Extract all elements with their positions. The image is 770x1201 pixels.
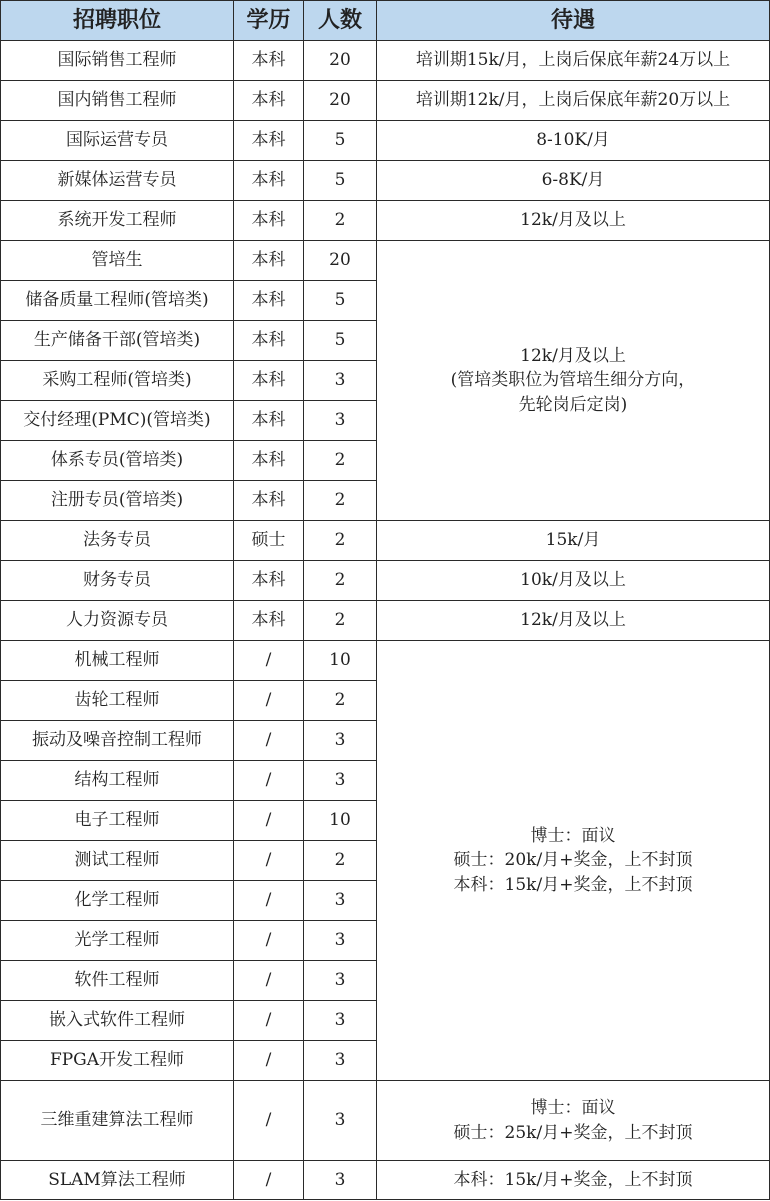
count-cell: 5: [304, 321, 377, 361]
count-cell: 20: [304, 241, 377, 281]
header-position: 招聘职位: [1, 1, 234, 41]
degree-cell: 本科: [234, 601, 304, 641]
header-row: [1, 1, 770, 41]
count-cell: 3: [304, 961, 377, 1001]
degree-cell: /: [234, 841, 304, 881]
position-cell: 国内销售工程师: [1, 81, 234, 121]
count-cell: 5: [304, 161, 377, 201]
count-cell: 3: [304, 361, 377, 401]
position-cell: 齿轮工程师: [1, 681, 234, 721]
degree-cell: /: [234, 681, 304, 721]
count-cell: 20: [304, 41, 377, 81]
count-cell: 3: [304, 921, 377, 961]
position-cell: 三维重建算法工程师: [1, 1081, 234, 1161]
degree-cell: 本科: [234, 41, 304, 81]
degree-cell: /: [234, 1081, 304, 1161]
position-cell: 光学工程师: [1, 921, 234, 961]
position-cell: 测试工程师: [1, 841, 234, 881]
pay-cell: 10k/月及以上: [377, 561, 770, 601]
count-cell: 3: [304, 721, 377, 761]
pay-cell: 6-8K/月: [377, 161, 770, 201]
count-cell: 5: [304, 281, 377, 321]
degree-cell: /: [234, 921, 304, 961]
position-cell: 结构工程师: [1, 761, 234, 801]
pay-cell: 培训期15k/月，上岗后保底年薪24万以上: [377, 41, 770, 81]
position-cell: 化学工程师: [1, 881, 234, 921]
table-row: [1, 161, 770, 201]
table-row: [1, 1081, 770, 1161]
degree-cell: /: [234, 801, 304, 841]
position-cell: 法务专员: [1, 521, 234, 561]
degree-cell: 硕士: [234, 521, 304, 561]
degree-cell: /: [234, 721, 304, 761]
position-cell: 体系专员(管培类): [1, 441, 234, 481]
table-row: [1, 121, 770, 161]
degree-cell: 本科: [234, 401, 304, 441]
position-cell: 管培生: [1, 241, 234, 281]
pay-cell-algorithm: 博士：面议 硕士：25k/月+奖金，上不封顶: [377, 1081, 770, 1161]
position-cell: 电子工程师: [1, 801, 234, 841]
position-cell: FPGA开发工程师: [1, 1041, 234, 1081]
position-cell: 国际销售工程师: [1, 41, 234, 81]
position-cell: 注册专员(管培类): [1, 481, 234, 521]
degree-cell: 本科: [234, 321, 304, 361]
header-degree: 学历: [234, 1, 304, 41]
table-row: [1, 241, 770, 281]
header-count: 人数: [304, 1, 377, 41]
count-cell: 3: [304, 1161, 377, 1200]
count-cell: 2: [304, 521, 377, 561]
pay-cell: 12k/月及以上: [377, 201, 770, 241]
count-cell: 10: [304, 801, 377, 841]
count-cell: 3: [304, 1001, 377, 1041]
pay-cell-slam: 本科：15k/月+奖金，上不封顶: [377, 1161, 770, 1200]
count-cell: 5: [304, 121, 377, 161]
pay-cell: 12k/月及以上: [377, 601, 770, 641]
degree-cell: /: [234, 1001, 304, 1041]
position-cell: 机械工程师: [1, 641, 234, 681]
degree-cell: 本科: [234, 481, 304, 521]
table-row: [1, 41, 770, 81]
degree-cell: /: [234, 961, 304, 1001]
position-cell: 新媒体运营专员: [1, 161, 234, 201]
position-cell: 储备质量工程师(管培类): [1, 281, 234, 321]
degree-cell: 本科: [234, 81, 304, 121]
position-cell: 人力资源专员: [1, 601, 234, 641]
degree-cell: 本科: [234, 201, 304, 241]
count-cell: 2: [304, 441, 377, 481]
pay-cell: 15k/月: [377, 521, 770, 561]
count-cell: 3: [304, 401, 377, 441]
table-row: [1, 201, 770, 241]
position-cell: 振动及噪音控制工程师: [1, 721, 234, 761]
table-row: [1, 1161, 770, 1200]
degree-cell: 本科: [234, 241, 304, 281]
position-cell: 采购工程师(管培类): [1, 361, 234, 401]
position-cell: 国际运营专员: [1, 121, 234, 161]
position-cell: 交付经理(PMC)(管培类): [1, 401, 234, 441]
table-row: [1, 601, 770, 641]
degree-cell: 本科: [234, 361, 304, 401]
degree-cell: 本科: [234, 121, 304, 161]
table-row: [1, 81, 770, 121]
degree-cell: /: [234, 641, 304, 681]
pay-cell-engineer-group: 博士：面议 硕士：20k/月+奖金，上不封顶 本科：15k/月+奖金，上不封顶: [377, 641, 770, 1081]
table-row: [1, 561, 770, 601]
header-pay: 待遇: [377, 1, 770, 41]
count-cell: 2: [304, 561, 377, 601]
count-cell: 2: [304, 201, 377, 241]
pay-cell: 8-10K/月: [377, 121, 770, 161]
degree-cell: /: [234, 1161, 304, 1200]
degree-cell: /: [234, 761, 304, 801]
position-cell: 软件工程师: [1, 961, 234, 1001]
count-cell: 2: [304, 601, 377, 641]
pay-cell: 培训期12k/月，上岗后保底年薪20万以上: [377, 81, 770, 121]
degree-cell: /: [234, 1041, 304, 1081]
position-cell: 系统开发工程师: [1, 201, 234, 241]
position-cell: 财务专员: [1, 561, 234, 601]
position-cell: 生产储备干部(管培类): [1, 321, 234, 361]
count-cell: 3: [304, 881, 377, 921]
count-cell: 2: [304, 481, 377, 521]
count-cell: 3: [304, 1081, 377, 1161]
count-cell: 2: [304, 681, 377, 721]
count-cell: 2: [304, 841, 377, 881]
count-cell: 3: [304, 1041, 377, 1081]
table-row: [1, 521, 770, 561]
degree-cell: 本科: [234, 281, 304, 321]
degree-cell: 本科: [234, 561, 304, 601]
degree-cell: /: [234, 881, 304, 921]
count-cell: 20: [304, 81, 377, 121]
position-cell: SLAM算法工程师: [1, 1161, 234, 1200]
count-cell: 10: [304, 641, 377, 681]
degree-cell: 本科: [234, 441, 304, 481]
degree-cell: 本科: [234, 161, 304, 201]
table-row: [1, 641, 770, 681]
count-cell: 3: [304, 761, 377, 801]
position-cell: 嵌入式软件工程师: [1, 1001, 234, 1041]
pay-cell-trainee-group: 12k/月及以上 (管培类职位为管培生细分方向， 先轮岗后定岗): [377, 241, 770, 521]
